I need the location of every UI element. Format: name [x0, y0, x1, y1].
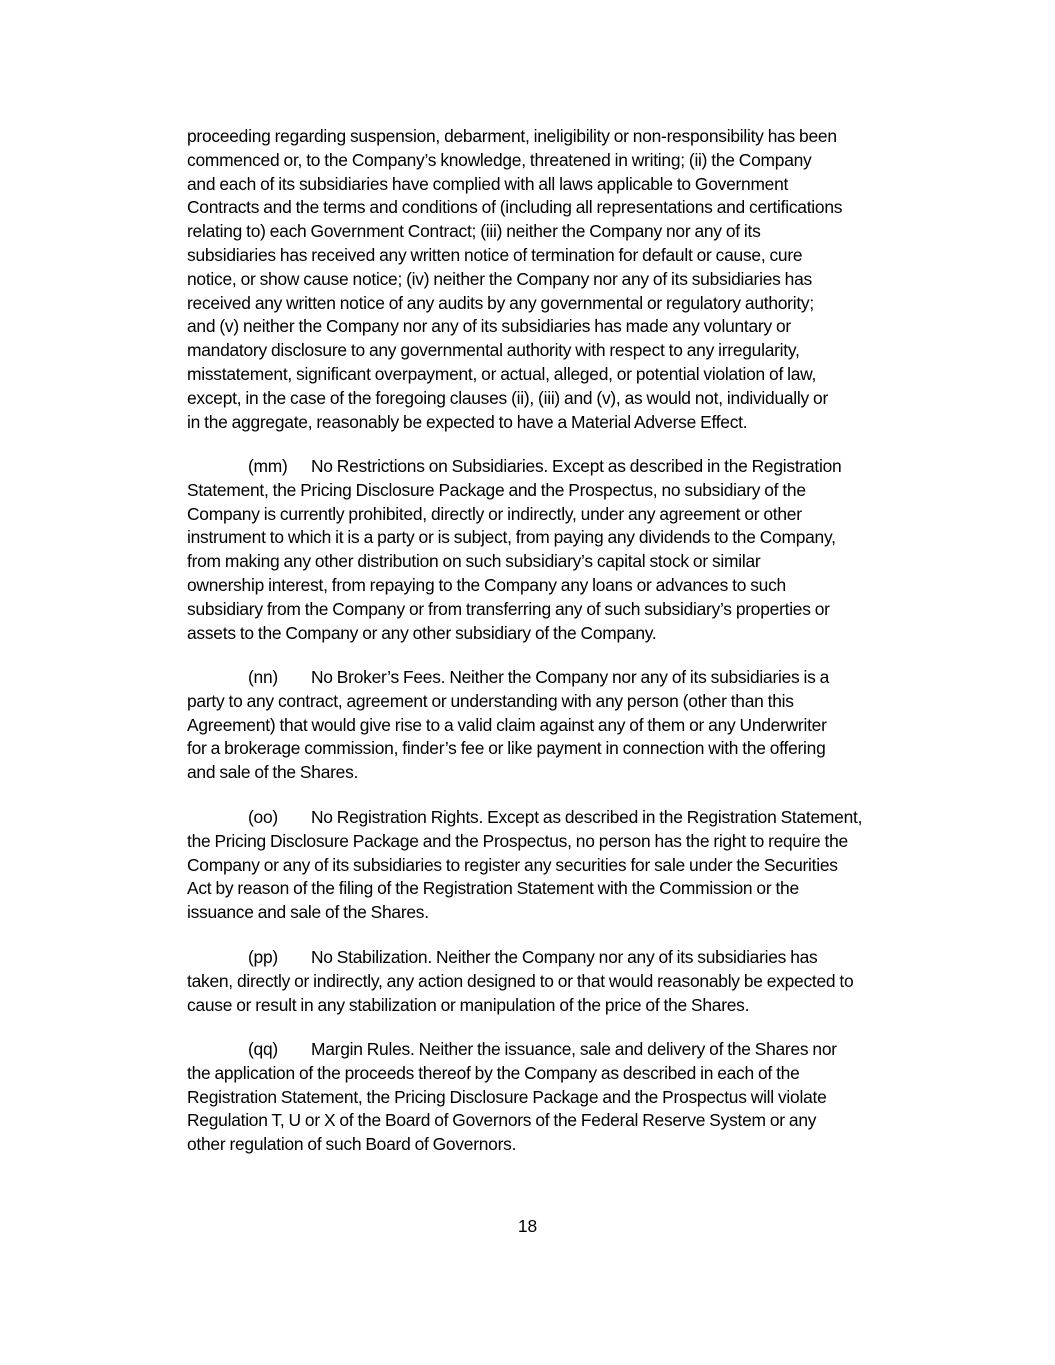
paragraph-line: from making any other distribution on such subsidiary’s capital stock or similar: [187, 551, 761, 572]
section-pp: [187, 946, 932, 1017]
paragraph-line: cause or result in any stabilization or manipulation of the price of the Shares.: [187, 994, 750, 1015]
paragraph-line: proceeding regarding suspension, debarment, ineligibility or non-responsibility has been: [187, 126, 837, 146]
section-first-line: [187, 806, 932, 830]
paragraph-line: received any written notice of any audits by any governmental or regulatory authority;: [187, 292, 814, 313]
paragraph-line: instrument to which it is a party or is subject, from paying any dividends to the Company,: [187, 527, 836, 548]
paragraph-line: the application of the proceeds thereof by the Company as described in each of the: [187, 1062, 800, 1083]
paragraph-line: relating to) each Government Contract; (iii) neither the Company nor any of its: [187, 221, 761, 242]
section-heading-text: No Broker’s Fees. Neither the Company nor any of its subsidiaries is a: [311, 667, 830, 687]
intro-paragraph: [187, 125, 932, 434]
paragraph-line: Registration Statement, the Pricing Disclosure Package and the Prospectus will violate: [187, 1086, 827, 1107]
paragraph-line: the Pricing Disclosure Package and the Prospectus, no person has the right to require the: [187, 830, 848, 851]
paragraph-line: for a brokerage commission, finder’s fee or like payment in connection with the offering: [187, 738, 826, 759]
paragraph-line: taken, directly or indirectly, any action designed to or that would reasonably be expected to: [187, 970, 854, 991]
section-mm: [187, 455, 932, 645]
paragraph-line: Company or any of its subsidiaries to register any securities for sale under the Securities: [187, 854, 838, 875]
section-heading-text: No Restrictions on Subsidiaries. Except as described in the Registration: [311, 456, 842, 476]
paragraph-line: mandatory disclosure to any governmental authority with respect to any irregularity,: [187, 340, 800, 361]
paragraph-line: subsidiaries has received any written notice of termination for default or cause, cure: [187, 244, 803, 265]
paragraph-line: Company is currently prohibited, directly or indirectly, under any agreement or other: [187, 503, 802, 524]
paragraph-line: and each of its subsidiaries have complied with all laws applicable to Government: [187, 173, 789, 194]
section-label: (oo): [248, 807, 278, 827]
section-nn: [187, 666, 932, 785]
paragraph-line: assets to the Company or any other subsidiary of the Company.: [187, 622, 657, 643]
section-first-line: [187, 455, 932, 479]
section-label: (qq): [248, 1039, 278, 1059]
paragraph-line: except, in the case of the foregoing clauses (ii), (iii) and (v), as would not, individually or: [187, 387, 829, 408]
paragraph-line: party to any contract, agreement or understanding with any person (other than this: [187, 690, 794, 711]
paragraph-line: ownership interest, from repaying to the Company any loans or advances to such: [187, 574, 786, 595]
section-label: (nn): [248, 667, 278, 687]
paragraph-line: Statement, the Pricing Disclosure Package and the Prospectus, no subsidiary of the: [187, 479, 806, 500]
section-qq: [187, 1038, 932, 1157]
section-label: (pp): [248, 947, 278, 967]
section-label: (mm): [248, 456, 288, 476]
paragraph-line: in the aggregate, reasonably be expected to have a Material Adverse Effect.: [187, 411, 748, 432]
paragraph-line: Contracts and the terms and conditions of (including all representations and certifications: [187, 197, 843, 218]
section-first-line: [187, 666, 932, 690]
paragraph-line: misstatement, significant overpayment, or actual, alleged, or potential violation of law,: [187, 363, 817, 384]
paragraph-line: Agreement) that would give rise to a valid claim against any of them or any Underwriter: [187, 714, 827, 735]
paragraph-line: and (v) neither the Company nor any of its subsidiaries has made any voluntary or: [187, 316, 791, 337]
section-heading-text: No Registration Rights. Except as described in the Registration Statement,: [311, 807, 863, 827]
page-number: 18: [517, 1216, 538, 1236]
section-first-line: [187, 946, 932, 970]
paragraph-line: Regulation T, U or X of the Board of Governors of the Federal Reserve System or any: [187, 1110, 817, 1131]
section-oo: [187, 806, 932, 925]
paragraph-line: subsidiary from the Company or from transferring any of such subsidiary’s properties or: [187, 598, 830, 619]
paragraph-line: Act by reason of the filing of the Registration Statement with the Commission or the: [187, 878, 799, 899]
section-first-line: [187, 1038, 932, 1062]
paragraph-line: other regulation of such Board of Governors.: [187, 1134, 517, 1155]
section-heading-text: No Stabilization. Neither the Company nor any of its subsidiaries has: [311, 947, 818, 967]
paragraph-line: and sale of the Shares.: [187, 762, 359, 783]
paragraph-line: issuance and sale of the Shares.: [187, 902, 429, 923]
paragraph-line: notice, or show cause notice; (iv) neither the Company nor any of its subsidiaries has: [187, 268, 812, 289]
paragraph-line: commenced or, to the Company’s knowledge, threatened in writing; (ii) the Company: [187, 149, 812, 170]
section-heading-text: Margin Rules. Neither the issuance, sale and delivery of the Shares nor: [311, 1039, 837, 1059]
